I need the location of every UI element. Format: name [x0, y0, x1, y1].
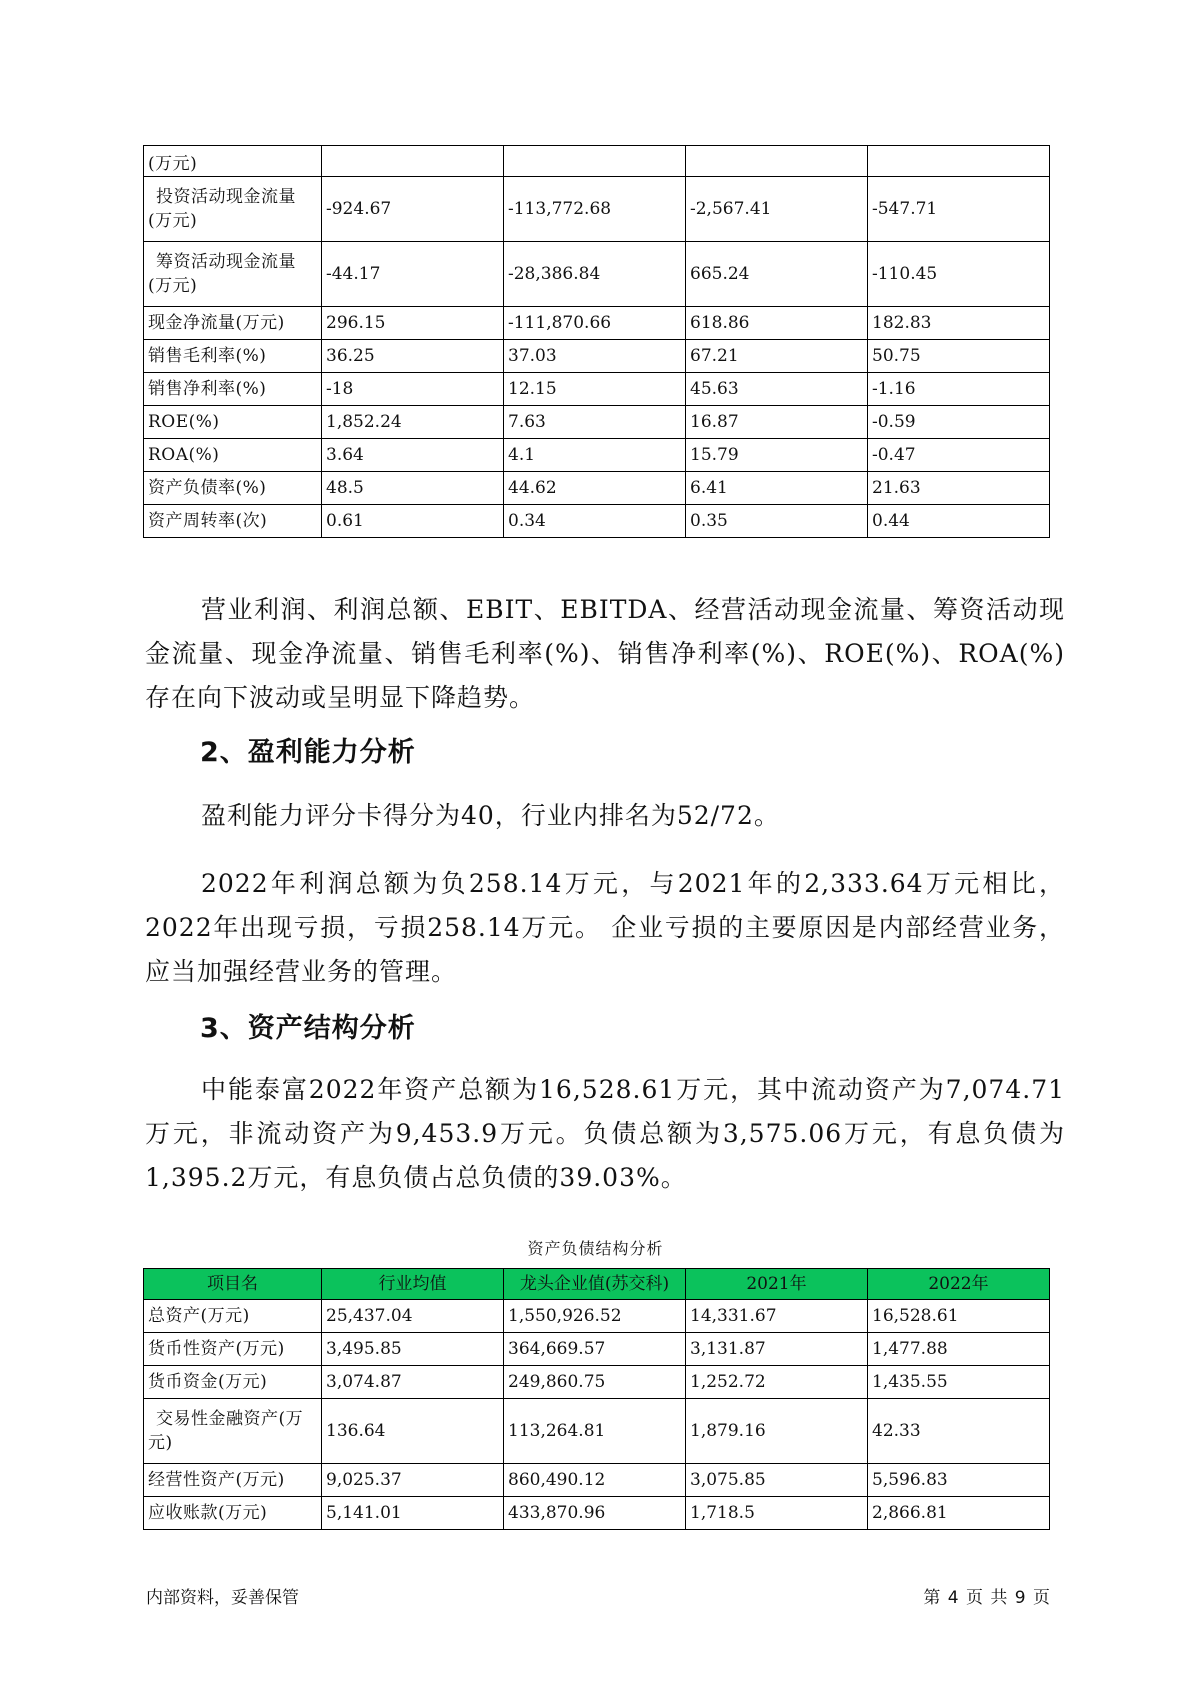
cell: 433,870.96 — [504, 1497, 686, 1530]
cell: 364,669.57 — [504, 1333, 686, 1366]
cell: 0.61 — [322, 505, 504, 538]
cell: 860,490.12 — [504, 1464, 686, 1497]
cell: 44.62 — [504, 472, 686, 505]
row-label: 筹资活动现金流量(万元) — [144, 242, 322, 307]
row-label: 销售毛利率(%) — [144, 340, 322, 373]
cell: 4.1 — [504, 439, 686, 472]
row-label: 总资产(万元) — [144, 1300, 322, 1333]
cell: -113,772.68 — [504, 177, 686, 242]
cell: 42.33 — [868, 1399, 1050, 1464]
table-row — [144, 242, 1050, 307]
cell: 1,879.16 — [686, 1399, 868, 1464]
row-label: 资产负债率(%) — [144, 472, 322, 505]
cell: 1,252.72 — [686, 1366, 868, 1399]
cell: -28,386.84 — [504, 242, 686, 307]
cell: 7.63 — [504, 406, 686, 439]
cell: -111,870.66 — [504, 307, 686, 340]
row-label: (万元) — [144, 146, 322, 177]
column-header: 行业均值 — [322, 1269, 504, 1300]
cell: 3.64 — [322, 439, 504, 472]
table-row — [144, 373, 1050, 406]
cell: 1,852.24 — [322, 406, 504, 439]
row-label: 现金净流量(万元) — [144, 307, 322, 340]
cell: -44.17 — [322, 242, 504, 307]
table-row — [144, 177, 1050, 242]
cell: 0.35 — [686, 505, 868, 538]
row-label: 应收账款(万元) — [144, 1497, 322, 1530]
table-row — [144, 472, 1050, 505]
cell: 136.64 — [322, 1399, 504, 1464]
cell — [504, 146, 686, 177]
table-row — [144, 307, 1050, 340]
cell: -547.71 — [868, 177, 1050, 242]
cell: 9,025.37 — [322, 1464, 504, 1497]
cell: 25,437.04 — [322, 1300, 504, 1333]
table-row — [144, 1464, 1050, 1497]
cell: 50.75 — [868, 340, 1050, 373]
table-row — [144, 1399, 1050, 1464]
cell: 0.44 — [868, 505, 1050, 538]
cell — [868, 146, 1050, 177]
cell: 2,866.81 — [868, 1497, 1050, 1530]
row-label: 交易性金融资产(万元) — [144, 1399, 322, 1464]
row-label: 资产周转率(次) — [144, 505, 322, 538]
cell: 3,075.85 — [686, 1464, 868, 1497]
cell: 3,131.87 — [686, 1333, 868, 1366]
table-row — [144, 505, 1050, 538]
column-header: 龙头企业值(苏交科) — [504, 1269, 686, 1300]
cell: 5,141.01 — [322, 1497, 504, 1530]
cell: 113,264.81 — [504, 1399, 686, 1464]
table-row — [144, 1366, 1050, 1399]
cell: 16,528.61 — [868, 1300, 1050, 1333]
cell: 1,435.55 — [868, 1366, 1050, 1399]
section-heading-asset-structure: 3、资产结构分析 — [200, 1013, 416, 1044]
cell — [686, 146, 868, 177]
row-label: 经营性资产(万元) — [144, 1464, 322, 1497]
cell: 618.86 — [686, 307, 868, 340]
cell: 21.63 — [868, 472, 1050, 505]
loss-paragraph: 2022年利润总额为负258.14万元，与2021年的2,333.64万元相比，2022年出现亏损，亏损258.14万元。 企业亏损的主要原因是内部经营业务，应当加强经营业务的管理。 — [145, 869, 1065, 986]
cell: 5,596.83 — [868, 1464, 1050, 1497]
section-heading-profitability: 2、盈利能力分析 — [200, 737, 416, 768]
cell: -1.16 — [868, 373, 1050, 406]
table-row — [144, 340, 1050, 373]
cell — [322, 146, 504, 177]
row-label: 货币资金(万元) — [144, 1366, 322, 1399]
cell: -924.67 — [322, 177, 504, 242]
cell: 36.25 — [322, 340, 504, 373]
table-row — [144, 439, 1050, 472]
cell: -0.59 — [868, 406, 1050, 439]
cell: -110.45 — [868, 242, 1050, 307]
cell: 3,074.87 — [322, 1366, 504, 1399]
cell: 37.03 — [504, 340, 686, 373]
cell: 16.87 — [686, 406, 868, 439]
cell: -0.47 — [868, 439, 1050, 472]
row-label: 销售净利率(%) — [144, 373, 322, 406]
row-label: ROA(%) — [144, 439, 322, 472]
table-row — [144, 406, 1050, 439]
cell: 12.15 — [504, 373, 686, 406]
financial-indicators-table — [143, 145, 1050, 538]
table-row — [144, 1333, 1050, 1366]
cell: 296.15 — [322, 307, 504, 340]
cell: 3,495.85 — [322, 1333, 504, 1366]
cell: 45.63 — [686, 373, 868, 406]
row-label: 投资活动现金流量(万元) — [144, 177, 322, 242]
asset-liability-table — [143, 1268, 1050, 1530]
table-row — [144, 146, 1050, 177]
cell: 6.41 — [686, 472, 868, 505]
cell: 14,331.67 — [686, 1300, 868, 1333]
cell: 1,718.5 — [686, 1497, 868, 1530]
footer-confidential-note: 内部资料，妥善保管 — [146, 1588, 299, 1608]
cell: -18 — [322, 373, 504, 406]
score-paragraph: 盈利能力评分卡得分为40，行业内排名为52/72。 — [201, 801, 780, 830]
cell: 15.79 — [686, 439, 868, 472]
cell: 665.24 — [686, 242, 868, 307]
cell: 0.34 — [504, 505, 686, 538]
table-caption: 资产负债结构分析 — [527, 1239, 664, 1258]
cell: -2,567.41 — [686, 177, 868, 242]
asset-paragraph: 中能泰富2022年资产总额为16,528.61万元，其中流动资产为7,074.71万元，非流动资产为9,453.9万元。负债总额为3,575.06万元，有息负债为1,395.2万元，有息负债占总负债的39.03%。 — [145, 1075, 1065, 1192]
column-header: 2021年 — [686, 1269, 868, 1300]
cell: 249,860.75 — [504, 1366, 686, 1399]
row-label: 货币性资产(万元) — [144, 1333, 322, 1366]
row-label: ROE(%) — [144, 406, 322, 439]
column-header: 项目名 — [144, 1269, 322, 1300]
column-header: 2022年 — [868, 1269, 1050, 1300]
page-number: 第 4 页 共 9 页 — [923, 1588, 1051, 1608]
table-row — [144, 1497, 1050, 1530]
cell: 48.5 — [322, 472, 504, 505]
cell: 67.21 — [686, 340, 868, 373]
table-row — [144, 1300, 1050, 1333]
table-header-row — [144, 1269, 1050, 1300]
trend-paragraph: 营业利润、利润总额、EBIT、EBITDA、经营活动现金流量、筹资活动现金流量、现金净流量、销售毛利率(%)、销售净利率(%)、ROE(%)、ROA(%)存在向下波动或呈明显下降趋势。 — [145, 595, 1065, 712]
cell: 1,477.88 — [868, 1333, 1050, 1366]
cell: 182.83 — [868, 307, 1050, 340]
cell: 1,550,926.52 — [504, 1300, 686, 1333]
